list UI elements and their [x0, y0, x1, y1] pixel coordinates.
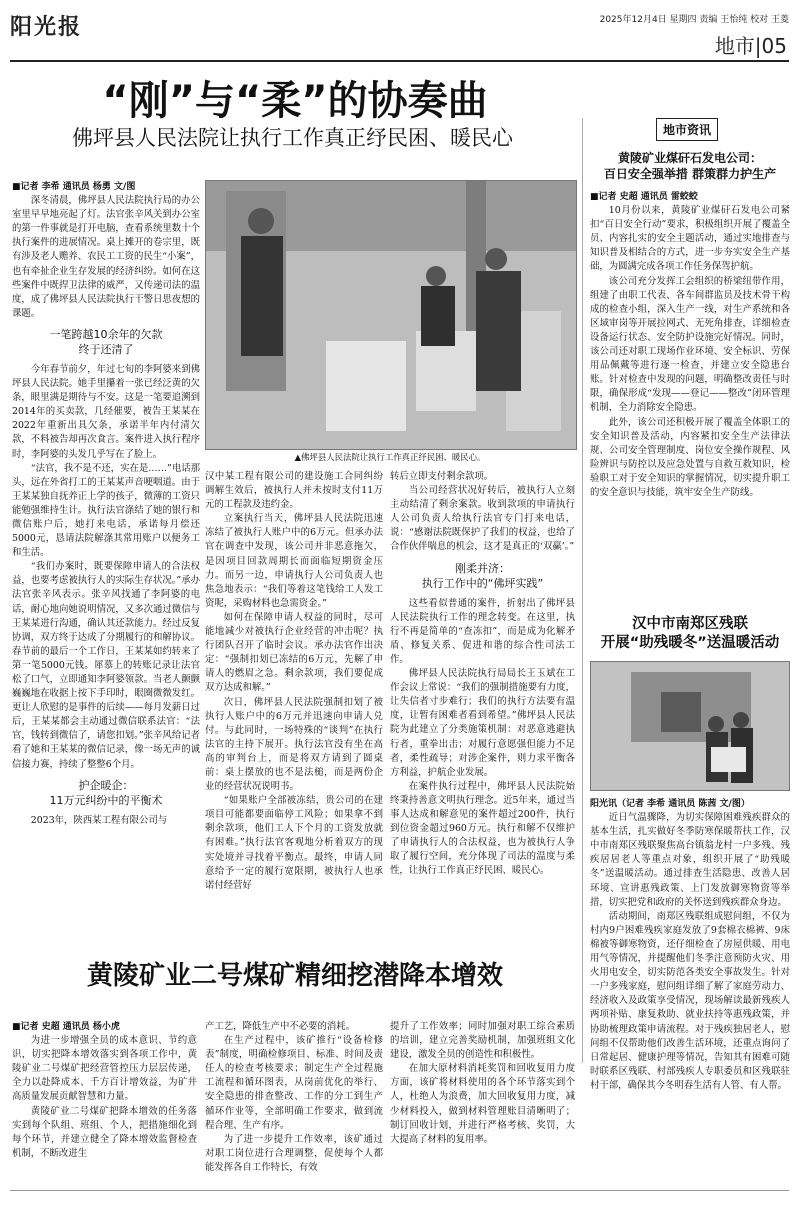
- paragraph: 如何在保障申请人权益的同时，尽可能地减少对被执行企业经营的冲击呢？执行团队召开了临时会议。承办法官作出决定：“强制扣划已冻结的6万元，先解了申请人的燃眉之急。剩余款项，我们要促成双方达成和解。”: [205, 611, 383, 694]
- subhead-enterprise-text: 护企暖企： 11万元纠纷中的平衡术: [49, 778, 163, 807]
- paragraph: 为进一步增强全员的成本意识、节约意识，切实把降本增效落实到各项工作中，黄陵矿业二号煤矿把经营管控压力层层传递，全力以赴降成本、千方百计增效益，为矿井高质量发展贡献智慧和力量。: [12, 1035, 197, 1103]
- paragraph: “如果账户全部被冻结，贵公司的在建项目可能都要面临停工风险；如果拿不到剩余款项，他们工人下个月的工资发放就有困难。”执行法官客观地分析着双方的现实处境并寻找着平衡点。最终，申请人同意给予一定的履行宽限期，被执行人也承诺付经营好: [205, 795, 383, 891]
- photo-caption: ▲佛坪县人民法院让执行工作真正纾民困、暖民心。: [294, 452, 486, 462]
- main-byline: ■记者 李希 通讯员 杨勇 文/图: [12, 182, 136, 192]
- footer-rule: [10, 1190, 789, 1191]
- paragraph: 立案执行当天，佛坪县人民法院迅速冻结了被执行人账户中的6万元。但承办法官在调查中发现，该公司并非恶意拖欠，是因项目回款周期长而面临短期资金压力。而另一边，申请执行人公司负责人也焦急地表示：“我们等着这笔钱给工人发工资呢，采购材料也急需资金。”: [205, 513, 383, 609]
- subhead-practice: [390, 561, 575, 591]
- main-col-1: [12, 180, 200, 828]
- subhead-debt: [12, 327, 200, 357]
- paragraph: 在加大原材料消耗奖罚和回收复用力度方面，该矿将材料使用的各个环节落实到个人，杜绝人为浪费，加大回收复用力度，减少材料投入，做到材料管理账目清晰明了；制订回收计划，并进行严格考核、奖罚，大大提高了材料的复用率。: [390, 1063, 575, 1145]
- paragraph: 近日气温骤降，为切实保障困难残疾群众的基本生活，扎实做好冬季防寒保暖帮扶工作，汉中市南郑区残联聚焦高台镇翁龙村一户多残、残疾居居老人等重点对象，组织开展了“助残暖冬”送温暖活动。通过排查生活隐患、改善人居环境、宣讲惠残政策、上门发放御寒物资等举措，切实把党和政府的关怀送到残疾群众身边。: [590, 812, 790, 908]
- sidebar-story-1-body: [590, 190, 790, 500]
- paragraph: 次日，佛坪县人民法院强制扣划了被执行人账户中的6万元并迅速向申请人兑付。与此同时，一场特殊的“谈判”在执行法官的主持下展开。执行法官没有坐在高高的审判台上，而是将双方请到了圆桌前：桌上摆放的也不是法槌，而是两份企业的经营状况说明书。: [205, 696, 383, 793]
- bottom-byline: ■记者 史超 通讯员 杨小虎: [12, 1022, 120, 1032]
- main-col-3: [390, 470, 575, 878]
- paragraph: 汉中某工程有限公司的建设施工合同纠纷调解生效后，被执行人并未按时支付11万元的工程款及违约金。: [205, 471, 383, 511]
- issue-meta: 2025年12月4日 星期四 责编 王怡纯 校对 王菱: [599, 15, 789, 25]
- paragraph: 提升了工作效率；同时加强对职工综合素质的培训，建立完善奖励机制，加强班组文化建设，激发全员的创造性和积极性。: [390, 1021, 575, 1061]
- main-subheadline: 佛坪县人民法院让执行工作真正纾民困、暖民心: [72, 126, 513, 150]
- sidebar-story-2-body: [590, 797, 790, 1093]
- disabled-aid-photo-illustration: [591, 662, 789, 790]
- newspaper-logo: 阳光报: [10, 14, 83, 40]
- sidebar-label-text: 地市资讯: [656, 118, 718, 141]
- section-label: 地市|05: [714, 34, 787, 58]
- disabled-aid-photo: [590, 661, 790, 791]
- sidebar-story-1-title: 黄陵矿业煤矸石发电公司： 百日安全强举措 群策群力护生产: [603, 151, 777, 181]
- paragraph: 在生产过程中，该矿推行“设备检修表”制度，明确检修项目、标准、时间及责任人的检查考核要求；制定生产全过程施工流程和循环图表，从岗前优化的举行、安全隐患的排查整改、工作的分工到生产循环作业等，全部明确工作要求，做到流程合理、生产有序。: [205, 1035, 383, 1131]
- paragraph: “我们办案时，既要保障申请人的合法权益，也要考虑被执行人的实际生存状况。”承办法官张辛风表示。张辛风找通了李阿婆的电话，耐心地向她说明情况，又多次通过微信与王某某进行沟通，确认其还款能力。经过反复协调，双方终于达成了分期履行的和解协议。春节前的最后一个工作日，王某某如约转来了第一笔5000元钱。犀慕上的转账记录让法官松了口气，立即通知李阿婆领款。当老人颤颤巍巍地在收据上按下手印时，眼圈微微发红。更让人欣慰的是事件的后续——每月发薪日过后，王某某都会主动通过微信联系法官：“法官，钱转到微信了，请您扣划。”张辛风给记者看了她和王某某的微信记录，像一场无声的诚信接力赛，持续了整整6个月。: [12, 561, 200, 770]
- court-photo: [205, 180, 577, 450]
- paragraph: 10月份以来，黄陵矿业煤矸石发电公司紧扣“百日安全行动”要求，积极组织开展了覆盖全员、内容扎实的安全主题活动，通过实地排查与知识普及相结合的方式，进一步夯实安全生产基础，为圆满完成各项工作任务保驾护航。: [590, 205, 790, 273]
- main-lead: 深冬清晨，佛坪县人民法院执行局的办公室里早早地亮起了灯。法官张辛风关到办公室的第一件事就是打开电脑，查看系统里数十个执行案件的进展情况。桌上摊开的卷宗里，既有涉及老人赡养、农民工工资的民生“小案”，也有牵扯企业生存发展的经济纠纷。如何在这些案件中既捍卫法律的威严，又传递司法的温度，成了佛坪县人民法院执行干警日思夜想的课题。: [12, 195, 200, 319]
- column-divider: [582, 118, 583, 1063]
- paragraph: 为了进一步提升工作效率，该矿通过对职工岗位进行合理调整，促使每个人都能发挥各自工作特长，有效: [205, 1133, 383, 1173]
- sidebar-story-1: [590, 150, 790, 500]
- paragraph: 此外，该公司还积极开展了覆盖全体职工的安全知识普及活动，内容紧扣安全生产法律法规、公司安全管理制度、岗位安全操作规程、风险辨识与防控以及应急处置与自救互救知识，检验职工对于安全知识的掌握情况，切实提升职工的安全意识与技能，筑牢安全生产防线。: [590, 416, 790, 498]
- paragraph: 在案件执行过程中，佛坪县人民法院始终秉持善意文明执行理念。近5年来，通过当事人达成和解意见的案件超过200件，执行到位资金超过960万元。执行和解不仅维护了申请执行人的合法权益，也为被执行人争取了履行空间，充分体现了司法的温度与柔性，让执行工作真正纾民困、暖民心。: [390, 780, 575, 877]
- paragraph: 当公司经营状况好转后，被执行人立刻主动结清了剩余案款。收到款项的申请执行人公司负责人给执行法官专门打来电话，说：“感谢法院既保护了我们的权益，也给了合作伙伴喘息的机会，这才是真正的‘双赢’。”: [390, 485, 575, 553]
- subhead-debt-text: 一笔跨越10余年的欠款 终于还清了: [49, 327, 163, 356]
- paragraph: 产工艺，降低生产中不必要的消耗。: [205, 1021, 356, 1032]
- paragraph: 该公司充分发挥工会组织的桥梁纽带作用，组建了由职工代表、各车间群监员及技术骨干构成的检查小组，深入生产一线，对生产系统和各区域审岗等开展拉网式、无死角排查，详细检查设备运行状态、安全防护设施完好情况。同时，该公司还对职工现场作业环境、安全标识、劳保用品佩戴等进行逐一检查，并建立安全隐患台账。针对检查中发现的问题，明确整改责任与时限，确保形成“发现——登记——整改”闭环管理机制，全力消除安全隐患。: [590, 275, 790, 414]
- sidebar-story-2-byline: 阳光讯（记者 李希 通讯员 陈茜 文/图）: [590, 799, 750, 809]
- sidebar-story-1-byline: ■记者 史超 通讯员 雷蛟蛟: [590, 192, 698, 202]
- bottom-col-1: [12, 1020, 197, 1161]
- paragraph: 今年春节前夕，年过七旬的李阿婆来到佛坪县人民法院。她手里攥着一张已经泛黄的欠条，眼里满是期待与不安。这是一笔要追溯到2014年的买卖款，几经催要，被告王某某在2022年重新出具欠条，承诺半年内付清欠款，不料被告却再次食言。案件进入执行程序时，李阿婆的头发几乎写在了脸上。: [12, 363, 200, 460]
- sidebar-label: [587, 118, 787, 141]
- main-col-2: [205, 470, 383, 893]
- paragraph: 转后立即支付剩余款项。: [390, 471, 494, 482]
- bottom-headline: 黄陵矿业二号煤矿精细挖潜降本增效: [86, 961, 503, 991]
- main-headline: “刚”与“柔”的协奏曲: [102, 78, 488, 124]
- court-photo-illustration: [206, 181, 576, 449]
- sidebar-story-2-title: 汉中市南郑区残联 开展“助残暖冬”送温暖活动: [600, 616, 780, 651]
- paragraph: 黄陵矿业二号煤矿把降本增效的任务落实到每个队组、班组、个人，把措施细化到每个环节，并建立健全了降本增效监督检查机制，不断改进生: [12, 1105, 197, 1159]
- sidebar-story-2: [590, 615, 790, 1093]
- paragraph: 2023年，陕西某工程有限公司与: [30, 814, 168, 826]
- subhead-enterprise: [12, 778, 200, 808]
- paragraph: 活动期间，南郑区残联组成慰问组，不仅为村内9户困难残疾家庭发放了9套棉衣棉裤、9床棉被等御寒物资，还仔细检查了房屋供暖、用电用气等情况，并提醒他们冬季注意预防火灾、用火用电安全，切实防范各类安全事故发生。针对一户多残家庭，慰问组详细了解了家庭劳动力、经济收入及政策享受情况，现场解读最新残疾人两项补贴、康复救助、就业扶持等惠残政策，并协助梳理政策申请流程。对于残疾独居老人，慰问组不仅帮助他们改善生活环境，还重点询问了日常起居、健康护理等情况，告知其有困难可随时联系区残联、村部残疾人专职委员和区残联驻村干部，确保其今冬明春生活有人管、有人帮。: [590, 910, 790, 1091]
- paragraph: “法官，我不是不还，实在是……”电话那头，远在外省打工的王某某声音哽咽道。由于王某某独自抚养正上学的孩子，微薄的工资只能勉强维持生计。执行法官涤结了她的银行和微信账户后，她打来电话，承诺每月偿还5000元，恳请法院解涤其常用账户以便务工和生活。: [12, 462, 200, 559]
- paragraph: 佛坪县人民法院执行局局长王玉斌在工作会议上常说：“我们的强制措施要有力度，让失信者寸步难行；我们的执行方法要有温度，让暂有困难者看到希望。”佛坪县人民法院为此建立了分类施策机制：对恶意逃避执行者，重拳出击；对履行意愿强但能力不足者，柔性疏导；对涉企案件，则力求平衡各方利益，护航企业发展。: [390, 668, 575, 778]
- bottom-col-3: [390, 1020, 575, 1147]
- bottom-col-2: [205, 1020, 383, 1175]
- paragraph: 这些看似普通的案件，折射出了佛坪县人民法院执行工作的理念转变。在这里，执行不再是简单的“查冻扣”，而是成为化解矛盾、修复关系、促进和谐的综合性司法工作。: [390, 597, 575, 665]
- subhead-practice-text: 刚柔并济： 执行工作中的“佛坪实践”: [421, 561, 544, 590]
- header-rule: [10, 60, 789, 62]
